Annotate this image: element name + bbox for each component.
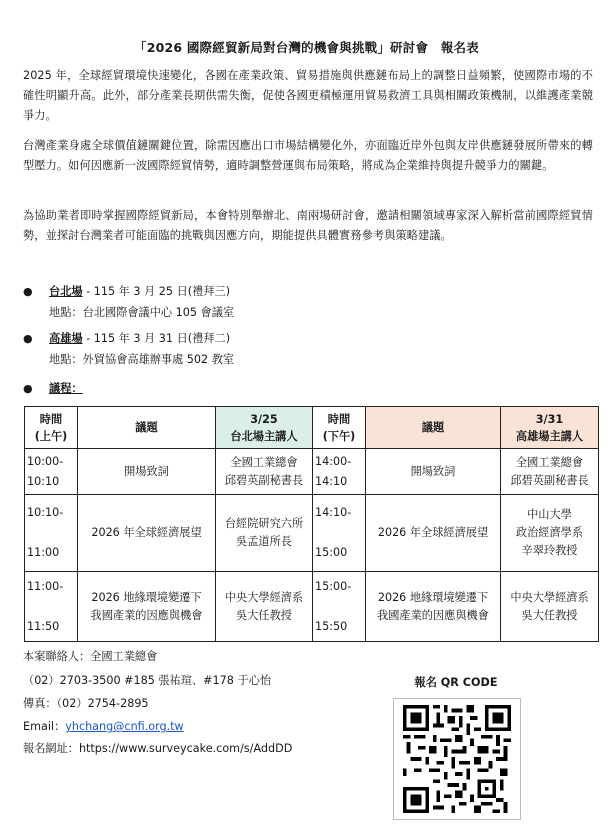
header-kaohsiung-speaker: 3/31 高雄場主講人 [501,407,599,449]
qr-title: 報名 QR CODE [414,676,498,689]
time-am: 10:00- 10:10 [25,449,78,495]
contact-phone: （02）2703-3500 #185 張祐瑄、#178 于心怡 [23,674,272,687]
intro-paragraph-2: 台灣產業身處全球價值鏈關鍵位置，除需因應出口市場結構變化外，亦面臨近岸外包與友岸供應鏈發展所帶來的轉型壓力。如何因應新一波國際經貿情勢，適時調整營運與布局策略，將成為企業維持與提升競爭力的關鍵。 [23,139,593,172]
speaker-kaohsiung: 中山大學 政治經濟學系 辛翠玲教授 [501,495,599,572]
intro-paragraph-1: 2025 年，全球經貿環境快速變化，各國在產業政策、貿易措施與供應鏈布局上的調整日益頻繁，使國際市場的不確性明顯升高。此外，部分產業長期供需失衡，促使各國更積極運用貿易救濟工具與相關政策機制，以維護產業競爭力。 [23,69,593,122]
header-time-am: 時間 (上午) [25,407,78,449]
topic-am: 2026 地緣環境變遷下 我國產業的因應與機會 [78,572,216,642]
time-pm: 15:00- 15:50 [313,572,366,642]
session-date: - 115 年 3 月 31 日(禮拜二) [82,332,231,345]
header-topic-pm: 議題 [366,407,501,449]
time-pm: 14:00- 14:10 [313,449,366,495]
bullet-icon: ● [23,382,33,395]
table-row [25,495,599,572]
email-link[interactable]: yhchang@cnfi.org.tw [65,720,184,733]
qr-code-image[interactable] [403,705,511,813]
contact-person: 本案聯絡人：全國工業總會 [23,650,158,663]
session-taipei [23,283,230,301]
speaker-taipei: 中央大學經濟系 吳大任教授 [216,572,313,642]
agenda-heading [23,380,83,398]
time-am: 10:10- 11:00 [25,495,78,572]
bullet-icon: ● [23,285,33,298]
topic-pm: 2026 年全球經濟展望 [366,495,501,572]
session-name: 台北場 [49,285,83,298]
speaker-taipei: 全國工業總會 邱碧英副秘書長 [216,449,313,495]
session-location: 地點：外貿協會高雄辦事處 502 教室 [49,353,235,366]
header-topic-am: 議題 [78,407,216,449]
contact-fax: 傳真：（02）2754-2895 [23,697,149,710]
time-am: 11:00- 11:50 [25,572,78,642]
header-taipei-speaker: 3/25 台北場主講人 [216,407,313,449]
topic-am: 2026 年全球經濟展望 [78,495,216,572]
topic-pm: 2026 地緣環境變遷下 我國產業的因應與機會 [366,572,501,642]
table-row [25,449,599,495]
table-header-row [25,407,599,449]
time-pm: 14:10- 15:00 [313,495,366,572]
page-title: 「2026 國際經貿新局對台灣的機會與挑戰」研討會 報名表 [134,40,479,55]
header-time-pm: 時間 (下午) [313,407,366,449]
contact-email-row [23,718,184,736]
session-name: 高雄場 [49,332,83,345]
speaker-kaohsiung: 中央大學經濟系 吳大任教授 [501,572,599,642]
email-label: Email： [23,720,66,733]
table-row [25,572,599,642]
topic-pm: 開場致詞 [366,449,501,495]
session-date: - 115 年 3 月 25 日(禮拜三) [82,285,231,298]
qr-code-frame [393,698,521,820]
agenda-label: 議程： [49,382,83,395]
bullet-icon: ● [23,332,33,345]
session-kaohsiung [23,330,230,348]
speaker-taipei: 台經院研究六所 吳孟道所長 [216,495,313,572]
intro-paragraph-3: 為協助業者即時掌握國際經貿新局，本會特別舉辦北、南兩場研討會，邀請相關領域專家深入解析當前國際經貿情勢，並探討台灣業者可能面臨的挑戰與因應方向，期能提供具體實務參考與策略建議。 [23,209,593,242]
topic-am: 開場致詞 [78,449,216,495]
session-location: 地點：台北國際會議中心 105 會議室 [49,306,235,319]
speaker-kaohsiung: 全國工業總會 邱碧英副秘書長 [501,449,599,495]
registration-url[interactable]: 報名網址：https://www.surveycake.com/s/AddDD [23,742,293,755]
agenda-table [24,406,599,642]
